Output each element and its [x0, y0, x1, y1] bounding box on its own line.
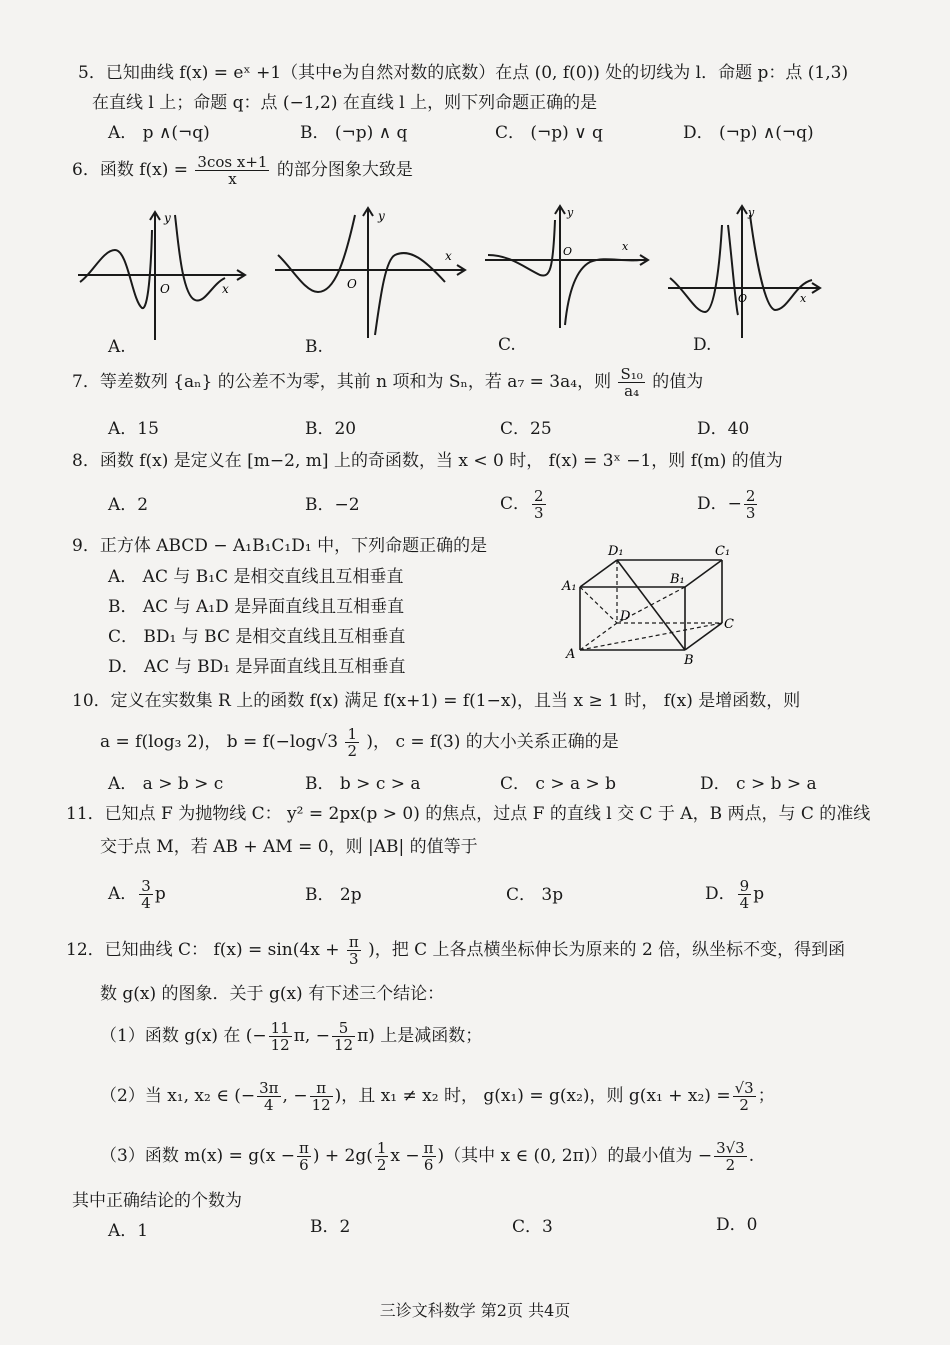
q12-s2-b: )，且 x₁ ≠ x₂ 时， g(x₁) = g(x₂)，则 g(x₁ + x₂) =	[334, 1086, 731, 1106]
q12-s3-frac4	[714, 1140, 747, 1173]
q12-option-b: B．2	[310, 1217, 351, 1237]
q12-s3-frac2	[375, 1140, 389, 1173]
q9-line1: 9．正方体 ABCD − A₁B₁C₁D₁ 中，下列命题正确的是	[72, 536, 488, 556]
q10-frac-den: 2	[347, 742, 357, 760]
q6-b-origin: O	[347, 277, 357, 291]
q8-d-den: 3	[745, 504, 756, 522]
q6-label-c: C.	[498, 335, 516, 355]
q11-option-d-label: D．	[705, 884, 736, 904]
q6-label-a: A.	[108, 337, 126, 357]
q12-line1-fraction	[347, 934, 361, 967]
cube-label-b: B	[684, 653, 694, 668]
q11-option-b: B． 2p	[305, 885, 362, 905]
q12-s3-n2: 1	[376, 1139, 387, 1157]
q10-fraction	[345, 726, 359, 759]
q12-s2-c: ；	[757, 1086, 775, 1106]
cube-label-d1: D₁	[608, 544, 624, 559]
q7-stem-pre: 7．等差数列 {aₙ} 的公差不为零，其前 n 项和为 Sₙ，若 a₇ = 3a₄，则	[72, 372, 612, 392]
q7-stem	[72, 362, 703, 402]
q8-c-den: 3	[534, 504, 544, 522]
q6-d-y-label: y	[748, 206, 755, 219]
q6-graph-b	[275, 208, 465, 338]
q6-b-y-label: y	[378, 209, 385, 223]
q6-frac-den: x	[228, 170, 237, 188]
q9-option-b: B． AC 与 A₁D 是异面直线且互相垂直	[108, 597, 405, 617]
q10-option-c: C． c > a > b	[500, 774, 617, 794]
q8-c-fraction	[532, 488, 546, 521]
q12-s2-d3: 2	[739, 1096, 749, 1114]
q12-s3-frac1	[297, 1140, 311, 1173]
q12-s1-d1: 12	[270, 1036, 290, 1054]
q11-option-a-label: A．	[108, 884, 138, 904]
q6-graph-a	[78, 212, 245, 340]
q12-s3-n1: π	[299, 1139, 309, 1157]
q8-line1: 8．函数 f(x) 是定义在 [m−2, m] 上的奇函数，当 x < 0 时， f(x) = 3ˣ −1，则 f(m) 的值为	[72, 451, 783, 471]
q8-c-num: 2	[534, 487, 544, 505]
q7-option-d: D．40	[697, 419, 750, 439]
q6-frac-num: 3cos x+1	[197, 153, 268, 171]
cube-label-d: D	[620, 609, 631, 624]
q5-line1: 5．已知曲线 f(x) = eˣ +1（其中e为自然对数的底数）在点 (0, f(0)) 处的切线为 l．命题 p：点 (1,3)	[78, 63, 849, 83]
q8-option-a: A．2	[108, 495, 149, 515]
q12-s2-frac3	[733, 1080, 756, 1113]
q11-d-var: p	[753, 884, 765, 904]
q12-end-line: 其中正确结论的个数为	[72, 1191, 242, 1211]
q9-option-c: C． BD₁ 与 BC 是相交直线且互相垂直	[108, 627, 406, 647]
q6-c-y-label: y	[567, 206, 574, 219]
q12-statement-1	[100, 1016, 482, 1056]
q11-a-den: 4	[141, 894, 151, 912]
q6-c-origin: O	[563, 245, 573, 258]
q10-option-d: D． c > b > a	[700, 774, 817, 794]
q10-line2	[100, 722, 619, 762]
q8-d-fraction	[744, 488, 758, 521]
q12-s2-d1: 4	[264, 1096, 274, 1114]
q11-line2: 交于点 M，若 AB + AM = 0，则 |AB| 的值等于	[100, 837, 478, 857]
q12-s3-m2: x −	[390, 1146, 420, 1166]
q12-s1-n1: 11	[270, 1019, 290, 1037]
q12-s3-n3: π	[423, 1139, 434, 1157]
q5-line2: 在直线 l 上；命题 q：点 (−1,2) 在直线 l 上，则下列命题正确的是	[92, 93, 598, 113]
q10-option-b: B． b > c > a	[305, 774, 421, 794]
q12-s2-frac2	[310, 1080, 333, 1113]
q12-s3-frac3	[422, 1140, 436, 1173]
q12-option-c: C．3	[512, 1217, 553, 1237]
q12-s1-m: π, −	[293, 1026, 330, 1046]
q9-cube-figure	[560, 540, 750, 670]
q12-s1-a: （1）函数 g(x) 在 (−	[100, 1026, 267, 1046]
q12-s3-a: （3）函数 m(x) = g(x −	[100, 1146, 295, 1166]
q12-s3-d2: 2	[376, 1156, 387, 1174]
q12-s3-c: .	[748, 1146, 755, 1166]
q12-s2-a: （2）当 x₁, x₂ ∈ (−	[100, 1086, 256, 1106]
q12-s1-frac2	[332, 1020, 355, 1053]
q7-stem-post: 的值为	[652, 372, 704, 392]
q5-option-c: C． (¬p) ∨ q	[495, 123, 603, 143]
q12-s2-n3: √3	[734, 1079, 754, 1097]
q8-option-b: B．−2	[305, 495, 360, 515]
q7-frac-den: a₄	[624, 382, 640, 400]
q12-s2-frac1	[257, 1080, 280, 1113]
q6-stem	[72, 150, 413, 190]
q12-s3-m1: ) + 2g(	[312, 1146, 373, 1166]
q12-s3-d1: 6	[299, 1156, 309, 1174]
q12-s3-d3: 6	[423, 1156, 434, 1174]
q12-s3-b: )（其中 x ∈ (0, 2π)）的最小值为 −	[437, 1146, 713, 1166]
q5-option-b: B． (¬p) ∧ q	[300, 123, 408, 143]
q11-line1: 11．已知点 F 为抛物线 C： y² = 2px(p > 0) 的焦点，过点 F 的直线 l 交 C 于 A，B 两点，与 C 的准线	[66, 804, 871, 824]
q9-option-d: D． AC 与 BD₁ 是异面直线且互相垂直	[108, 657, 406, 677]
cube-label-b1: B₁	[670, 572, 685, 587]
q6-a-x-label: x	[222, 282, 229, 296]
cube-label-a: A	[566, 647, 576, 662]
q11-option-d	[705, 872, 764, 916]
q10-option-a: A． a > b > c	[108, 774, 224, 794]
q12-s2-n1: 3π	[259, 1079, 279, 1097]
q11-option-a	[108, 872, 166, 916]
q7-option-b: B．20	[305, 419, 357, 439]
cube-label-a1: A₁	[562, 579, 577, 594]
q6-a-y-label: y	[164, 211, 171, 225]
q12-s1-n2: 5	[332, 1020, 355, 1037]
q8-option-d	[697, 482, 759, 526]
q6-graph-c	[485, 206, 648, 328]
page-footer: 三诊文科数学 第2页 共4页	[379, 1301, 571, 1320]
q8-d-num: 2	[745, 487, 756, 505]
q6-graphs	[0, 200, 950, 350]
q11-option-c: C． 3p	[506, 885, 564, 905]
q12-s3-n4: 3√3	[716, 1139, 745, 1157]
q6-stem-pre: 6．函数 f(x) =	[72, 160, 189, 180]
q6-graph-d	[668, 206, 820, 338]
cube-label-c: C	[724, 617, 734, 632]
q12-l1-num: π	[348, 933, 359, 951]
q6-b-x-label: x	[445, 249, 452, 263]
q7-option-c: C．25	[500, 419, 552, 439]
q12-option-a: A．1	[108, 1221, 149, 1241]
q12-s2-m: , −	[282, 1086, 308, 1106]
q8-option-c-label: C．	[500, 494, 531, 514]
q12-line1-b: )，把 C 上各点横坐标伸长为原来的 2 倍，纵坐标不变，得到函	[368, 940, 846, 960]
q12-l1-den: 3	[349, 950, 359, 968]
q12-s2-n2: π	[310, 1080, 333, 1097]
q12-statement-2	[100, 1076, 775, 1116]
q11-d-den: 4	[739, 894, 750, 912]
q7-option-a: A．15	[108, 419, 159, 439]
q6-a-origin: O	[160, 282, 170, 296]
q11-d-fraction	[738, 878, 752, 911]
q10-line2-a: a = f(log₃ 2)， b = f(−log√3	[100, 732, 339, 752]
q12-s1-frac1	[269, 1020, 292, 1053]
q9-option-a: A． AC 与 B₁C 是相交直线且互相垂直	[108, 567, 404, 587]
q5-option-a: A． p ∧(¬q)	[108, 123, 210, 143]
q6-label-b: B.	[305, 337, 323, 357]
q12-option-d: D．0	[716, 1215, 758, 1235]
q8-option-c	[500, 482, 548, 526]
q12-s1-b: π) 上是减函数；	[357, 1026, 483, 1046]
q7-frac-num: S₁₀	[620, 365, 643, 383]
q6-label-d: D.	[693, 335, 712, 355]
q10-line1: 10．定义在实数集 R 上的函数 f(x) 满足 f(x+1) = f(1−x)，且当 x ≥ 1 时， f(x) 是增函数，则	[72, 691, 801, 711]
q6-fraction	[195, 154, 269, 187]
q6-d-x-label: x	[800, 292, 807, 305]
q5-option-d: D． (¬p) ∧(¬q)	[683, 123, 814, 143]
q10-frac-num: 1	[347, 725, 357, 743]
q12-statement-3	[100, 1136, 754, 1176]
q12-s1-d2: 12	[333, 1036, 354, 1054]
q6-d-origin: O	[738, 292, 748, 305]
q6-c-x-label: x	[622, 240, 629, 253]
q10-line2-b: )， c = f(3) 的大小关系正确的是	[366, 732, 619, 752]
q7-fraction	[618, 366, 644, 399]
q8-option-d-label: D．−	[697, 494, 742, 514]
q12-line1	[66, 930, 845, 970]
q11-d-num: 9	[739, 877, 750, 895]
cube-label-c1: C₁	[715, 544, 731, 559]
q12-line2: 数 g(x) 的图象．关于 g(x) 有下述三个结论：	[100, 984, 445, 1004]
q11-a-var: p	[154, 884, 166, 904]
q11-a-num: 3	[141, 877, 151, 895]
q11-a-fraction	[139, 878, 153, 911]
q12-s2-d2: 12	[311, 1096, 331, 1114]
q12-s3-d4: 2	[725, 1156, 736, 1174]
q6-stem-post: 的部分图象大致是	[276, 160, 413, 180]
q12-line1-a: 12．已知曲线 C： f(x) = sin(4x +	[66, 940, 340, 960]
